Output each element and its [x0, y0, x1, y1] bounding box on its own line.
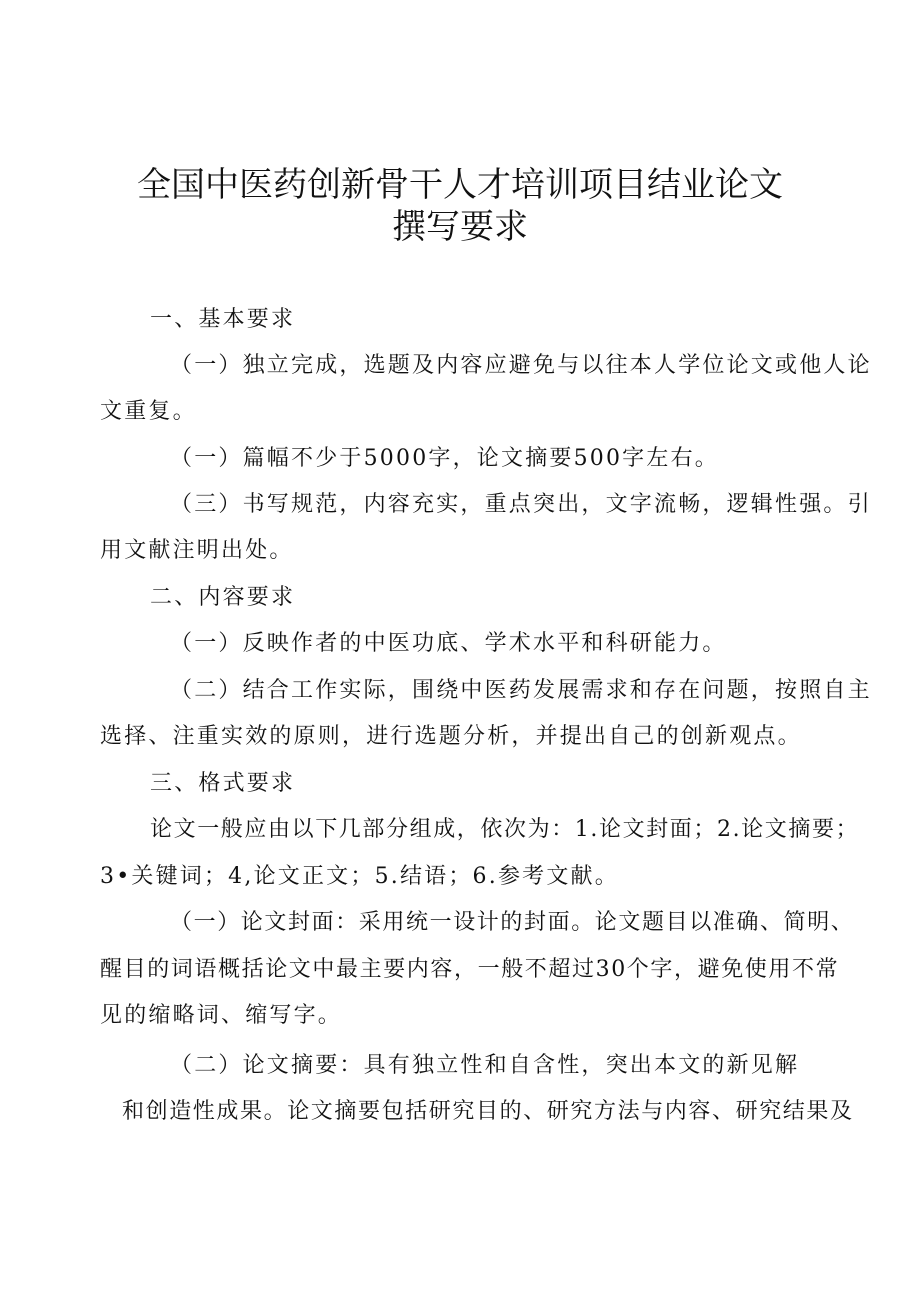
paragraph-line: 文重复。 — [100, 399, 197, 424]
paragraph-line: （一）反映作者的中医功底、学术水平和科研能力。 — [170, 631, 727, 656]
paragraph-line: （二）论文摘要：具有独立性和自含性，突出本文的新见解 — [170, 1053, 800, 1078]
paragraph-line: 选择、注重实效的原则，进行选题分析，并提出自己的创新观点。 — [100, 724, 802, 749]
paragraph-line: 醒目的词语概括论文中最主要内容，一般不超过30个字，避免使用不常 — [100, 957, 840, 982]
section-heading-format-requirements: 三、格式要求 — [150, 771, 296, 796]
paragraph-line: （三）书写规范，内容充实，重点突出，文字流畅，逻辑性强。引 — [170, 492, 872, 517]
paragraph-line: 用文献注明出处。 — [100, 538, 294, 563]
paragraph-line: 论文一般应由以下几部分组成，依次为：1.论文封面；2.论文摘要； — [150, 817, 860, 842]
document-title-line-2: 撰写要求 — [392, 207, 528, 247]
section-heading-basic-requirements: 一、基本要求 — [150, 307, 296, 332]
paragraph-line: （一）篇幅不少于5000字，论文摘要500字左右。 — [170, 446, 719, 471]
section-heading-content-requirements: 二、内容要求 — [150, 585, 296, 610]
paragraph-line: （一）论文封面：采用统一设计的封面。论文题目以准确、简明、 — [170, 910, 855, 935]
paragraph-line: 3•关键词；4,论文正文；5.结语；6.参考文献。 — [100, 864, 619, 889]
paragraph-line: （二）结合工作实际，围绕中医药发展需求和存在问题，按照自主 — [170, 678, 872, 703]
paragraph-line: 见的缩略词、缩写字。 — [100, 1003, 343, 1028]
paragraph-line: 和创造性成果。论文摘要包括研究目的、研究方法与内容、研究结果及 — [122, 1099, 854, 1124]
document-title-line-1: 全国中医药创新骨干人才培训项目结业论文 — [137, 165, 783, 205]
paragraph-line: （一）独立完成，选题及内容应避免与以往本人学位论文或他人论 — [170, 353, 872, 378]
